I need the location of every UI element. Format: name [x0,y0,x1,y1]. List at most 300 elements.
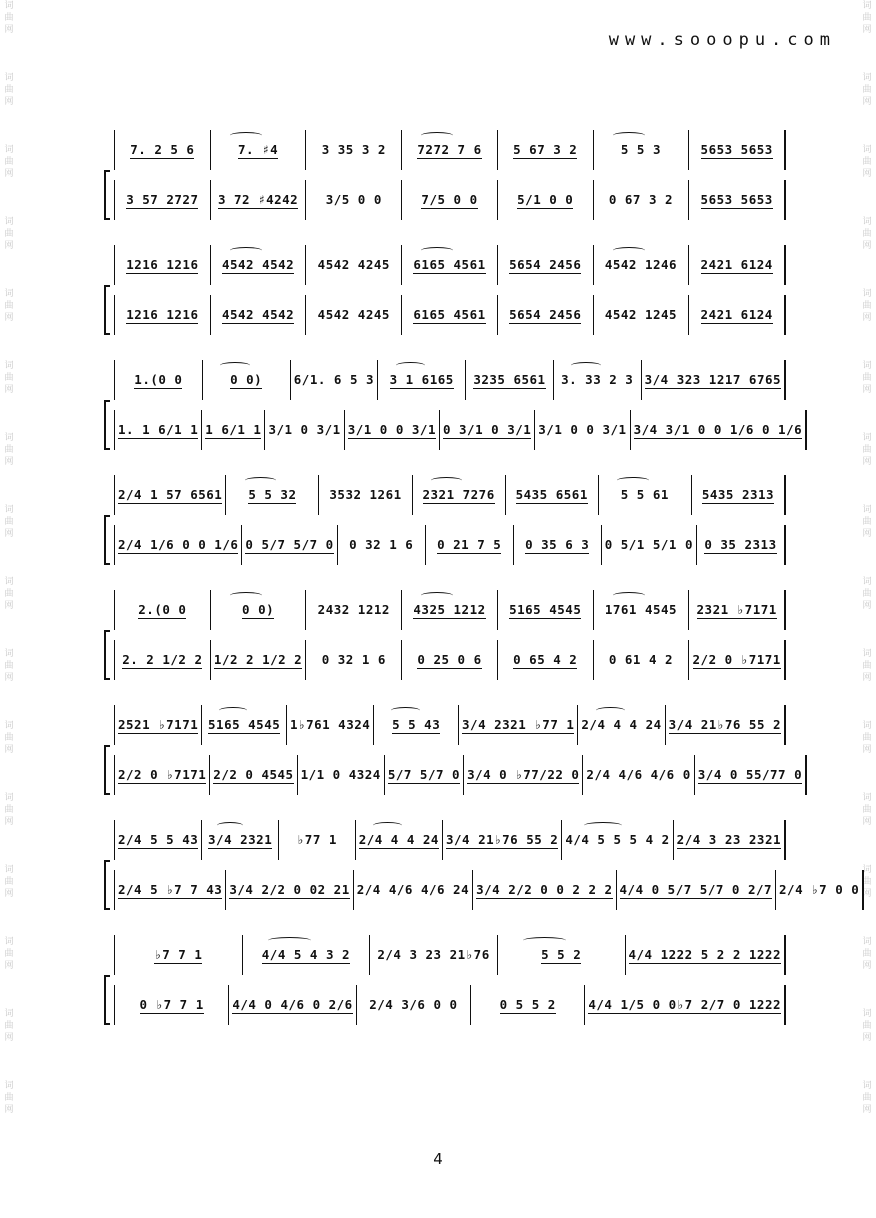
measure-notes: 0 65 4 2 [513,651,578,667]
measure [243,935,371,975]
melody-staff [114,245,786,285]
measure-notes: 5653 5653 [700,141,773,157]
measure [594,640,690,680]
watermark-char: 曲 [862,1093,872,1103]
measure [498,935,626,975]
measure [440,410,535,450]
watermark-char: 曲 [4,13,14,23]
measure [211,590,307,630]
measure [689,130,786,170]
slur-mark [421,247,453,254]
measure-notes: 2321 ♭7171 [696,601,777,617]
measure [594,245,690,285]
measure-notes: 0 32 1 6 [321,652,386,667]
watermark-char: 曲 [862,229,872,239]
measure-notes: 2432 1212 [317,602,390,617]
measure [689,640,786,680]
watermark-char: 曲 [862,445,872,455]
watermark-char: 词 [862,793,872,803]
measure-notes: 3/4 2/2 0 02 21 [229,881,350,897]
watermark-char: 词 [862,1009,872,1019]
measure [599,475,692,515]
measure-notes: 3. 33 2 3 [561,372,634,387]
melody-staff [114,935,786,975]
watermark-char: 网 [862,817,872,827]
watermark-char: 词 [4,937,14,947]
melody-staff [114,360,786,400]
measure [115,295,211,335]
measure-notes: 5653 5653 [700,191,773,207]
measure [459,705,578,745]
watermark-char: 网 [862,529,872,539]
watermark-char: 词 [862,361,872,371]
measure [692,475,786,515]
watermark-char: 曲 [4,589,14,599]
watermark-char: 网 [4,673,14,683]
watermark-char: 曲 [862,589,872,599]
system-bracket [104,400,110,450]
watermark-char: 曲 [862,85,872,95]
measure [211,295,307,335]
watermark-char: 曲 [862,301,872,311]
measure [345,410,440,450]
measure [498,245,594,285]
watermark-char: 词 [4,1081,14,1091]
watermark-char: 网 [4,1033,14,1043]
left-watermark-strip [0,0,18,1218]
measure [776,870,864,910]
measure [642,360,786,400]
watermark-char: 网 [4,241,14,251]
watermark-char: 曲 [4,301,14,311]
measure [689,180,786,220]
measure [471,985,585,1025]
measure-notes: 2. 2 1/2 2 [122,651,203,667]
right-watermark-strip [858,0,876,1218]
measure-notes: 3/4 2321 [208,831,273,847]
watermark-char: 曲 [862,517,872,527]
measure-notes: 7. 2 5 6 [130,141,195,157]
measure-notes: 6/1. 6 5 3 [293,372,375,387]
measure-notes: 4/4 5 5 5 4 2 [565,832,670,847]
slur-mark [613,247,645,254]
measure [402,245,498,285]
watermark-char: 曲 [4,229,14,239]
watermark-char: 曲 [4,85,14,95]
measure-notes: 2/2 0 4545 [213,766,294,782]
watermark-char: 网 [862,889,872,899]
measure [402,640,498,680]
watermark-char: 网 [862,961,872,971]
measure-notes: 5 5 2 [541,946,582,962]
measure-notes: 5 67 3 2 [513,141,578,157]
watermark-char: 网 [862,97,872,107]
watermark-char: 词 [862,505,872,515]
measure [306,180,402,220]
measure-notes: 2/4 ♭7 0 0 [779,882,860,897]
measure-notes: 4/4 5 4 3 2 [261,946,351,962]
measure-notes: 3/5 0 0 [325,192,382,207]
slur-mark [421,132,453,139]
measure-notes: 3/1 0 0 3/1 [347,421,436,437]
watermark-char: 网 [862,601,872,611]
watermark-char: 网 [4,25,14,35]
watermark-char: 网 [862,385,872,395]
watermark-char: 网 [862,673,872,683]
slur-mark [219,707,247,714]
watermark-char: 网 [4,457,14,467]
measure [202,820,279,860]
accompaniment-staff [114,640,786,680]
measure-notes: 6165 4561 [413,306,486,322]
slur-mark [230,592,262,599]
measure [426,525,514,565]
measure-notes: 4542 4245 [317,307,390,322]
measure-notes: 0 21 7 5 [437,536,502,552]
slur-mark [421,592,453,599]
measure-notes: 4542 4245 [317,257,390,272]
measure-notes: 3/4 0 55/77 0 [697,766,803,782]
watermark-char: 曲 [862,373,872,383]
measure-notes: 4542 1245 [604,307,678,322]
measure [689,295,786,335]
measure-notes: 4542 4542 [221,306,295,322]
watermark-char: 网 [862,241,872,251]
watermark-char: 网 [4,601,14,611]
watermark-char: 曲 [4,1021,14,1031]
watermark-char: 网 [4,169,14,179]
measure-notes: 0 ♭7 7 1 [139,996,204,1012]
watermark-char: 曲 [4,949,14,959]
measure-notes: 1216 1216 [126,256,199,272]
measure-notes: 5/7 5/7 0 [387,766,461,782]
measure-notes: 5165 4545 [208,716,281,732]
measure-notes: 2321 7276 [422,486,495,502]
measure [354,870,473,910]
slur-mark [230,247,262,254]
slur-mark [584,822,622,829]
watermark-char: 词 [4,289,14,299]
slur-mark [396,362,426,369]
slur-mark [391,707,419,714]
measure [115,705,202,745]
measure-notes: 2/4 4 4 24 [581,717,662,732]
watermark-char: 网 [862,1105,872,1115]
measure-notes: 5 5 32 [248,486,297,502]
measure [306,245,402,285]
watermark-char: 网 [862,25,872,35]
measure-notes: 3235 6561 [473,371,546,387]
measure-notes: 2/4 4/6 4/6 24 [356,882,470,897]
measure-notes: 1216 1216 [126,306,199,322]
melody-staff [114,820,786,860]
watermark-char: 网 [4,889,14,899]
measure-notes: 3/4 2/2 0 0 2 2 2 [476,881,613,897]
watermark-char: 词 [862,289,872,299]
measure-notes: 2/4 5 ♭7 7 43 [118,881,223,897]
measure [689,245,786,285]
watermark-char: 词 [862,433,872,443]
measure [498,590,594,630]
measure [506,475,599,515]
measure [226,870,353,910]
watermark-char: 曲 [862,949,872,959]
measure [115,525,242,565]
measure-notes: 3/4 2321 ♭77 1 [462,716,575,732]
slur-mark [245,477,276,484]
melody-staff [114,590,786,630]
measure [594,130,690,170]
page-number: 4 [433,1150,443,1168]
slur-mark [613,592,645,599]
measure [210,755,297,795]
measure [594,295,690,335]
measure-notes: 2/4 3 23 2321 [676,831,782,847]
measure-notes: 4542 1246 [604,257,678,272]
measure [226,475,319,515]
measure-notes: 3 72 ♯4242 [217,191,299,207]
watermark-char: 词 [4,865,14,875]
measure [279,820,356,860]
watermark-char: 词 [4,577,14,587]
measure [370,935,498,975]
watermark-char: 曲 [4,445,14,455]
watermark-char: 网 [862,1033,872,1043]
measure [338,525,426,565]
measure [514,525,602,565]
slur-mark [431,477,462,484]
measure-notes: 3/1 0 0 3/1 [538,422,627,437]
measure-notes: 5 5 3 [620,142,662,157]
measure [357,985,471,1025]
measure-notes: 2/4 4 4 24 [358,831,439,847]
watermark-char: 词 [862,937,872,947]
measure [115,755,210,795]
watermark-char: 曲 [4,661,14,671]
watermark-char: 词 [862,721,872,731]
measure [583,755,694,795]
score-system [104,820,860,912]
watermark-char: 词 [4,721,14,731]
watermark-char: 曲 [862,1021,872,1031]
watermark-char: 曲 [862,877,872,887]
watermark-char: 词 [862,145,872,155]
watermark-char: 曲 [862,157,872,167]
watermark-char: 曲 [862,733,872,743]
watermark-char: 词 [862,1081,872,1091]
watermark-char: 曲 [4,1093,14,1103]
measure [202,410,265,450]
measure-notes: 4/4 0 5/7 5/7 0 2/7 [619,881,773,897]
measure [594,590,690,630]
measure-notes: 2/4 1/6 0 0 1/6 [118,536,239,552]
measure-notes: 7. ♯4 [238,141,279,157]
watermark-char: 网 [4,385,14,395]
measure [265,410,344,450]
watermark-char: 词 [862,577,872,587]
watermark-char: 词 [4,649,14,659]
measure [554,360,642,400]
watermark-char: 词 [4,361,14,371]
measure [319,475,412,515]
measure [695,755,807,795]
slur-mark [617,477,648,484]
measure [402,180,498,220]
measure-notes: 3 35 3 2 [321,142,386,157]
measure-notes: 0 5/1 5/1 0 [604,537,693,552]
measure-notes: 0 0) [242,601,275,617]
measure-notes: 7/5 0 0 [421,191,478,207]
measure [674,820,786,860]
measure [115,590,211,630]
measure-notes: 3/1 0 3/1 [268,422,341,437]
watermark-char: 网 [862,457,872,467]
measure [202,705,287,745]
score-system [104,360,803,452]
measure [211,640,307,680]
system-bracket [104,860,110,910]
measure-notes: 2/4 3/6 0 0 [369,997,458,1012]
measure-notes: 2421 6124 [700,306,773,322]
measure-notes: 2/2 0 ♭7171 [692,651,781,667]
slur-mark [230,132,262,139]
measure-notes: ♭77 1 [296,832,337,847]
score-system [104,475,786,567]
watermark-char: 曲 [862,13,872,23]
system-bracket [104,515,110,565]
measure [666,705,786,745]
measure-notes: 2/4 1 57 6561 [118,486,223,502]
watermark-char: 词 [4,1,14,11]
measure-notes: 4/4 1/5 0 0♭7 2/7 0 1222 [588,996,781,1012]
measure-notes: 2/4 5 5 43 [118,831,199,847]
measure [689,590,786,630]
watermark-char: 曲 [4,805,14,815]
measure-notes: 0 35 6 3 [525,536,590,552]
measure [211,245,307,285]
measure-notes: 2.(0 0 [138,601,187,617]
measure-notes: 5654 2456 [509,256,582,272]
measure [115,245,211,285]
measure-notes: 3/4 3/1 0 0 1/6 0 1/6 [633,421,803,437]
measure [298,755,385,795]
score-system [104,245,786,337]
watermark-char: 曲 [4,517,14,527]
measure-notes: 1 6/1 1 [205,421,262,437]
measure [473,870,616,910]
measure [585,985,786,1025]
measure-notes: 4/4 0 4/6 0 2/6 [232,996,353,1012]
watermark-char: 曲 [862,661,872,671]
watermark-char: 曲 [862,805,872,815]
slur-mark [220,362,250,369]
watermark-char: 网 [4,745,14,755]
watermark-char: 网 [862,745,872,755]
measure-notes: 4/4 1222 5 2 2 1222 [628,946,781,962]
measure-notes: 2421 6124 [700,256,773,272]
measure [115,640,211,680]
watermark-char: 词 [862,649,872,659]
measure [203,360,291,400]
measure [115,360,203,400]
site-url: www.sooopu.com [608,30,836,50]
measure [464,755,583,795]
melody-staff [114,130,786,170]
measure-notes: 5/1 0 0 [517,191,574,207]
measure-notes: 3/4 21♭76 55 2 [445,831,559,847]
measure-notes: 0 0) [230,371,263,387]
measure [211,130,307,170]
measure-notes: 1. 1 6/1 1 [118,421,199,437]
measure-notes: 0 3/1 0 3/1 [442,421,532,437]
measure-notes: 2/4 3 23 21♭76 [377,947,490,962]
measure-notes: 5 5 43 [392,716,441,732]
slur-mark [596,707,625,714]
measure-notes: 1/1 0 4324 [300,767,381,782]
measure-notes: 5 5 61 [620,487,669,502]
watermark-char: 词 [4,1009,14,1019]
watermark-char: 词 [4,793,14,803]
measure-notes: 1♭761 4324 [290,717,371,732]
system-bracket [104,630,110,680]
measure [115,475,226,515]
accompaniment-staff [114,410,803,450]
watermark-char: 词 [4,433,14,443]
measure-notes: 7272 7 6 [417,141,482,157]
watermark-char: 网 [4,529,14,539]
watermark-char: 曲 [4,373,14,383]
accompaniment-staff [114,180,786,220]
measure-notes: 4542 4542 [221,256,295,272]
slur-mark [523,937,566,944]
measure [498,180,594,220]
system-bracket [104,975,110,1025]
watermark-char: 词 [862,73,872,83]
slur-mark [613,132,645,139]
watermark-char: 词 [4,505,14,515]
measure [211,180,307,220]
measure-notes: 3/4 323 1217 6765 [644,371,782,387]
measure [617,870,777,910]
measure [697,525,786,565]
watermark-char: 网 [862,313,872,323]
measure-notes: 0 67 3 2 [608,192,674,207]
measure [291,360,379,400]
measure [287,705,374,745]
watermark-char: 词 [862,1,872,11]
slur-mark [571,362,601,369]
measure [385,755,464,795]
melody-staff [114,705,786,745]
watermark-char: 词 [862,865,872,875]
measure-notes: 5435 6561 [515,486,588,502]
watermark-char: 网 [862,169,872,179]
watermark-char: 网 [4,97,14,107]
accompaniment-staff [114,525,786,565]
measure [443,820,562,860]
watermark-char: 词 [4,145,14,155]
measure [578,705,665,745]
watermark-char: 网 [4,817,14,827]
system-bracket [104,170,110,220]
measure [115,820,202,860]
watermark-char: 曲 [4,733,14,743]
measure [602,525,697,565]
measure [562,820,673,860]
measure-notes: 0 5 5 2 [499,996,556,1012]
accompaniment-staff [114,295,786,335]
measure-notes: 5435 2313 [701,486,775,502]
